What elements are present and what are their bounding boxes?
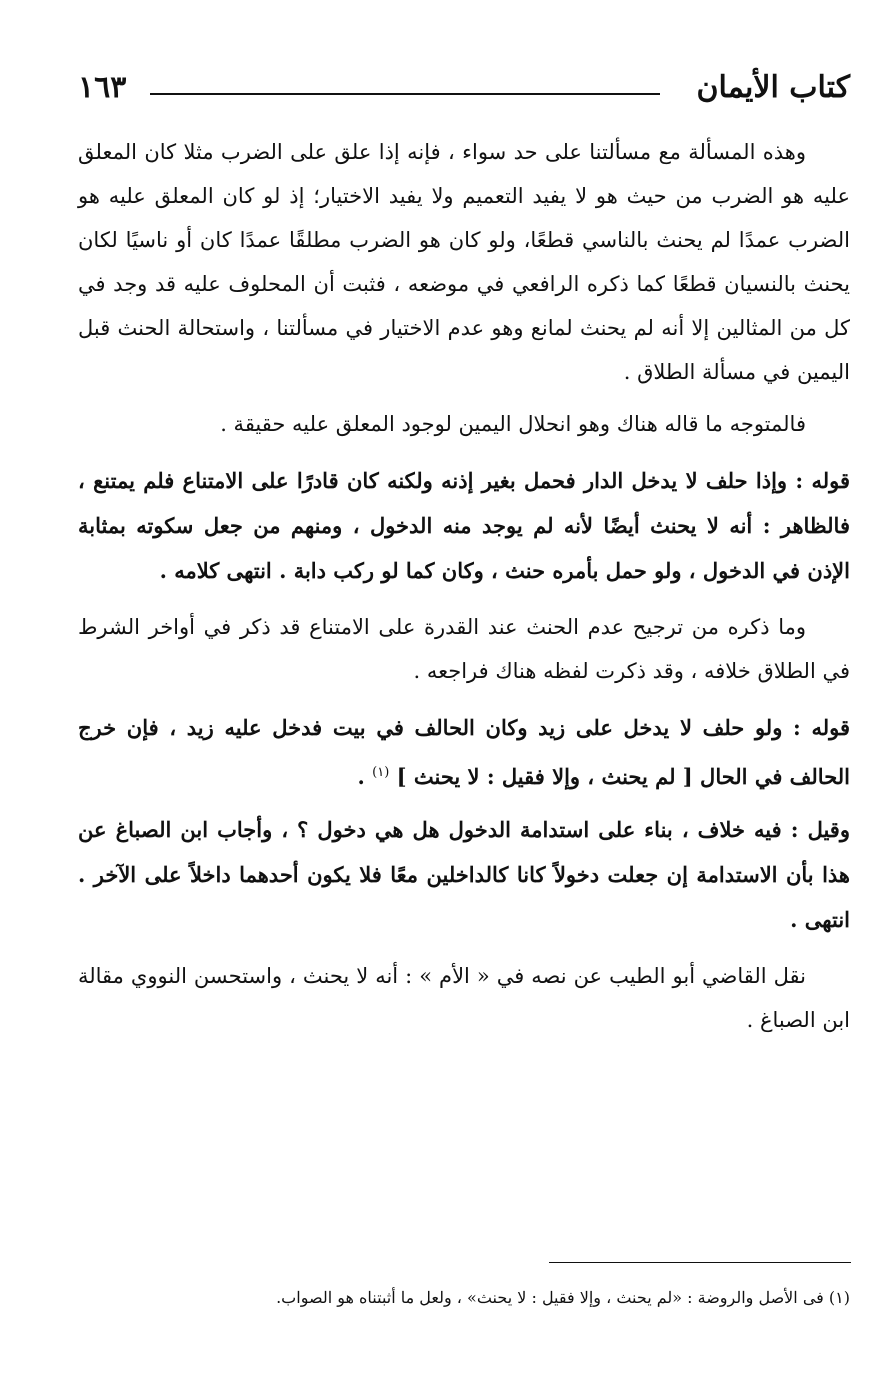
page-header <box>78 68 850 118</box>
quoted-statement: قوله : وإذا حلف لا يدخل الدار فحمل بغير إذنه ولكنه كان قادرًا على الامتناع فلم يمتنع ، فالظاهر : أنه لا يحنث أيضًا لأنه لم يوجد منه الدخول ، ومنهم من جعل سكوته بمثابة الإذن في الدخول ، ولو حمل بأمره حنث ، وكان كما لو ركب دابة . انتهى كلامه . <box>78 468 850 583</box>
footnote: (١) فى الأصل والروضة : «لم يحنث ، وإلا فقيل : لا يحنث» ، ولعل ما أثبتناه هو الصواب. <box>276 1288 850 1307</box>
paragraph: وهذه المسألة مع مسألتنا على حد سواء ، فإنه إذا علق على الضرب مثلا كان المعلق عليه هو الضرب من حيث هو لا يفيد التعميم ولا يفيد الاختيار؛ إذ لو كان المعلق عليه هو الضرب عمدًا لم يحنث بالناسي قطعًا، ولو كان هو الضرب مطلقًا عمدًا كان أو ناسيًا لكان يحنث بالنسيان قطعًا كما ذكره الرافعي في موضعه ، فثبت أن المحلوف عليه قد وجد في كل من المثالين إلا أنه لم يحنث لمانع وهو عدم الاختيار في مسألتنا ، واستحالة الحنث قبل اليمين في مسألة الطلاق . <box>78 140 850 384</box>
paragraph: وما ذكره من ترجيح عدم الحنث عند القدرة على الامتناع قد ذكر في أواخر الشرط في الطلاق خلافه ، وقد ذكرت لفظه هناك فراجعه . <box>78 615 850 683</box>
quoted-statement <box>78 705 850 799</box>
header-rule <box>150 93 660 95</box>
quoted-statement: وقيل : فيه خلاف ، بناء على استدامة الدخول هل هي دخول ؟ ، وأجاب ابن الصباغ عن هذا بأن الاستدامة إن جعلت دخولاً كانا كالداخلين معًا فلا يكون أحدهما داخلاً على الآخر . انتهى . <box>78 817 850 932</box>
footnote-reference[interactable]: (١) <box>372 765 390 780</box>
paragraph: فالمتوجه ما قاله هناك وهو انحلال اليمين لوجود المعلق عليه حقيقة . <box>220 412 806 436</box>
quoted-text: قوله : ولو حلف لا يدخل على زيد وكان الحالف في بيت فدخل عليه زيد ، فإن خرج الحالف في الحال [ لم يحنث ، وإلا فقيل : لا يحنث ] <box>78 715 850 789</box>
sentence-end: . <box>357 764 373 789</box>
page-number: ١٦٣ <box>78 70 127 105</box>
footnote-rule <box>549 1262 851 1263</box>
body-text <box>78 130 850 1042</box>
running-title: كتاب الأيمان <box>696 70 850 105</box>
paragraph: نقل القاضي أبو الطيب عن نصه في « الأم » : أنه لا يحنث ، واستحسن النووي مقالة ابن الصباغ . <box>78 964 850 1032</box>
